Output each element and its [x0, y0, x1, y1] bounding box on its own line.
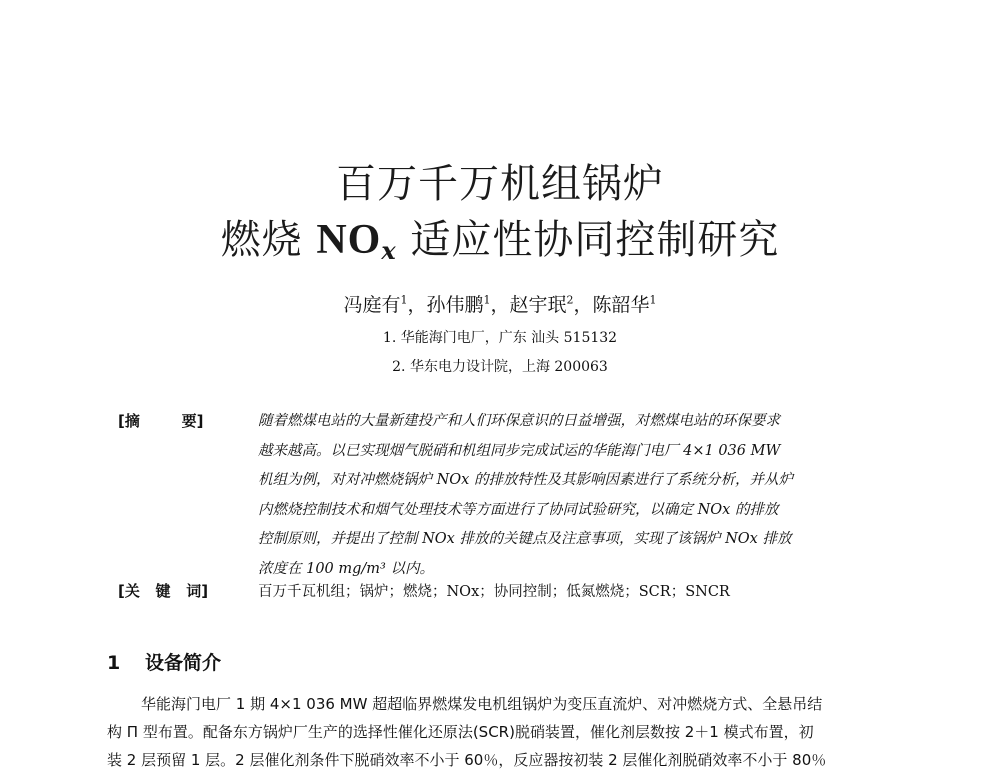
keywords-label: [关 键 词]	[118, 582, 209, 600]
section-title: 设备简介	[145, 652, 222, 674]
section-number: 1	[107, 652, 121, 674]
paper-title-line2	[0, 208, 1000, 265]
paper-title-line1: 百万千万机组锅炉	[336, 161, 664, 207]
body-line: 构 Π 型布置。配备东方锅炉厂生产的选择性催化还原法(SCR)脱硝装置，催化剂层数按 2＋1 模式布置，初	[107, 723, 814, 741]
author-affil-mark: 1	[400, 293, 408, 307]
affiliation: 2. 华东电力设计院，上海 200063	[392, 359, 608, 375]
author-separator: ，	[490, 294, 510, 316]
abstract-line: 随着燃煤电站的大量新建投产和人们环保意识的日益增强，对燃煤电站的环保要求	[258, 413, 780, 429]
author: 赵宇珉	[509, 294, 567, 316]
author: 冯庭有	[343, 294, 401, 316]
abstract-line: 浓度在 100 mg/m³ 以内。	[258, 560, 434, 577]
title-suffix: 适应性协同控制研究	[396, 217, 780, 263]
abstract-text	[258, 407, 898, 584]
body-paragraph	[107, 690, 939, 774]
section-heading	[107, 648, 221, 675]
author-affil-mark: 1	[649, 293, 657, 307]
title-nox: NO	[316, 217, 382, 263]
abstract-line: 控制原则，并提出了控制 NOx 排放的关键点及注意事项，实现了该锅炉 NOx 排放	[258, 531, 792, 547]
author-affil-mark: 2	[566, 293, 574, 307]
abstract-line: 越来越高。以已实现烟气脱硝和机组同步完成试运的华能海门电厂 4×1 036 MW	[258, 442, 781, 459]
abstract-line: 机组为例，对对冲燃烧锅炉 NOx 的排放特性及其影响因素进行了系统分析，并从炉	[258, 472, 793, 488]
author: 陈韶华	[592, 294, 650, 316]
body-line: 装 2 层预留 1 层。2 层催化剂条件下脱硝效率不小于 60％，反应器按初装 2 层催化剂脱硝效率不小于 80％	[107, 751, 827, 769]
title-prefix: 燃烧	[220, 217, 317, 263]
body-line: 华能海门电厂 1 期 4×1 036 MW 超超临界燃煤发电机组锅炉为变压直流炉、对冲燃烧方式、全悬吊结	[141, 695, 823, 713]
author-separator: ，	[407, 294, 427, 316]
keywords-text: 百万千瓦机组；锅炉；燃烧；NOx；协同控制；低氮燃烧；SCR；SNCR	[258, 584, 730, 600]
author: 孙伟鹏	[426, 294, 484, 316]
title-nox-subscript: x	[381, 236, 397, 265]
abstract-line: 内燃烧控制技术和烟气处理技术等方面进行了协同试验研究，以确定 NOx 的排放	[258, 501, 779, 518]
author-separator: ，	[573, 294, 593, 316]
author-affil-mark: 1	[483, 293, 491, 307]
affiliation: 1. 华能海门电厂，广东 汕头 515132	[382, 330, 618, 346]
abstract-label: [摘 要]	[118, 412, 204, 430]
author-list	[0, 290, 1000, 317]
